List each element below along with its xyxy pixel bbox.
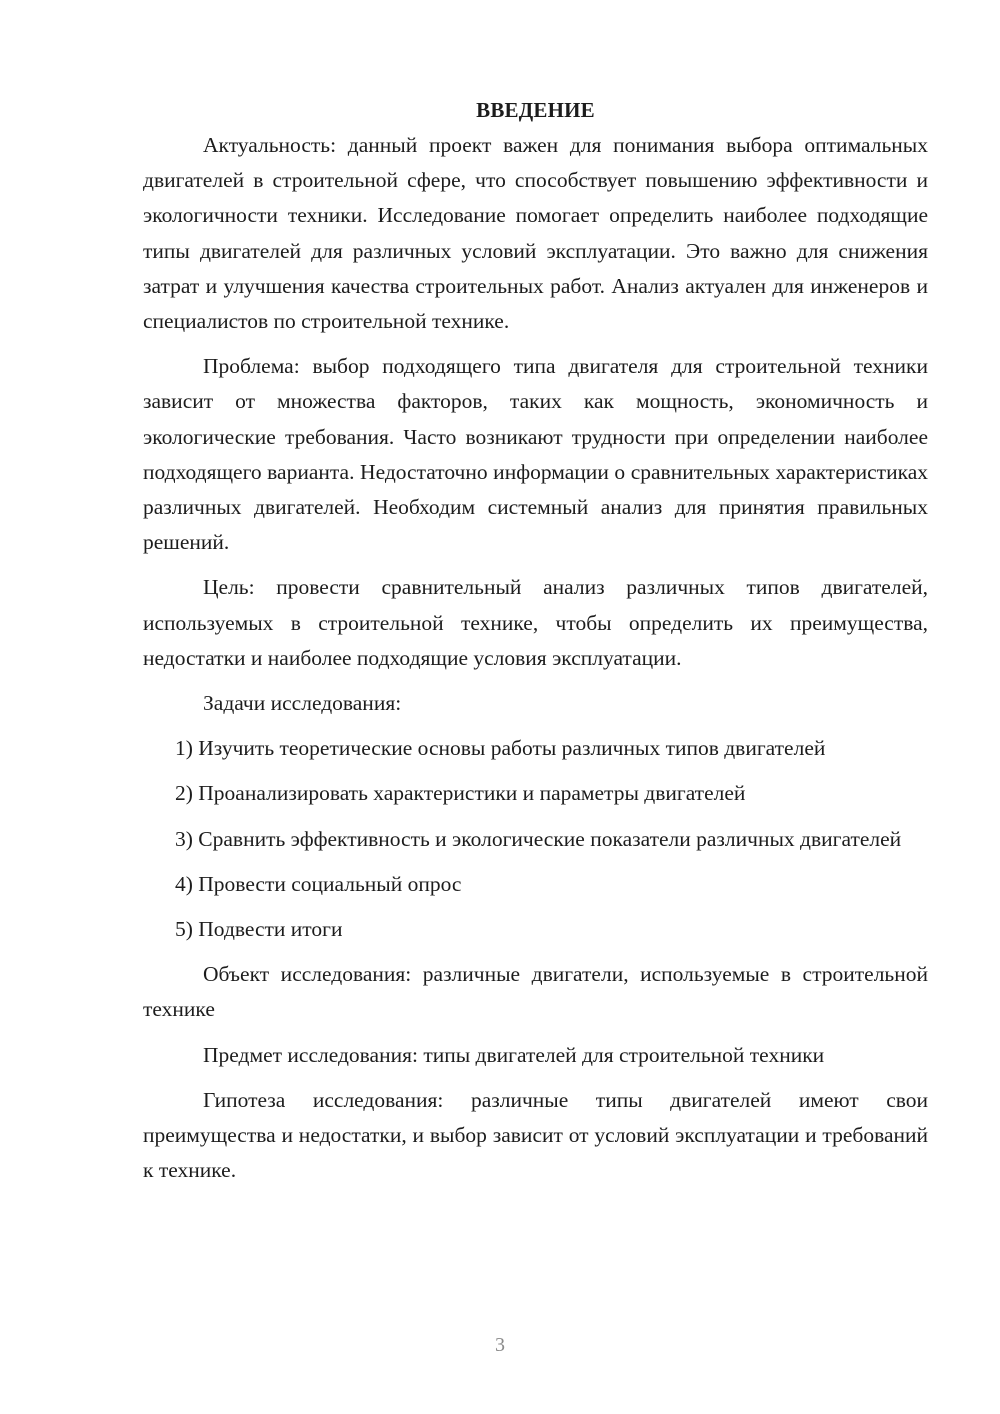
task-item-4: 4) Провести социальный опрос xyxy=(175,871,462,896)
document-page xyxy=(143,93,928,1198)
paragraph-subject: Предмет исследования: типы двигателей для строительной техники xyxy=(203,1042,825,1067)
page-title: ВВЕДЕНИЕ xyxy=(476,98,595,122)
task-item-1: 1) Изучить теоретические основы работы различных типов двигателей xyxy=(175,736,826,761)
paragraph-relevance: Актуальность: данный проект важен для понимания выбора оптимальных двигателей в строительной сфере, что способствует повышению эффективности и экологичности техники. Исследование помогает определить наиболее подходящие типы двигателей для различных условий эксплуатации. Это важно для снижения затрат и улучшения качества строительных работ. Анализ актуален для инженеров и специалистов по строительной технике. xyxy=(143,133,928,334)
task-item-3: 3) Сравнить эффективность и экологические показатели различных двигателей xyxy=(175,826,902,851)
task-item-5: 5) Подвести итоги xyxy=(175,917,343,942)
task-item-2: 2) Проанализировать характеристики и параметры двигателей xyxy=(175,781,746,806)
paragraph-hypothesis: Гипотеза исследования: различные типы двигателей имеют свои преимущества и недостатки, и выбор зависит от условий эксплуатации и требований к технике. xyxy=(143,1087,928,1183)
tasks-heading: Задачи исследования: xyxy=(203,691,402,716)
tasks-list xyxy=(143,731,928,947)
page-number: 3 xyxy=(495,1334,505,1356)
paragraph-goal: Цель: провести сравнительный анализ различных типов двигателей, используемых в строительной технике, чтобы определить их преимущества, недостатки и наиболее подходящие условия эксплуатации. xyxy=(143,575,928,670)
paragraph-problem: Проблема: выбор подходящего типа двигателя для строительной техники зависит от множества факторов, таких как мощность, экономичность и экологические требования. Часто возникают трудности при определении наиболее подходящего варианта. Недостаточно информации о сравнительных характеристиках различных двигателей. Необходим системный анализ для принятия правильных решений. xyxy=(143,354,928,555)
paragraph-object: Объект исследования: различные двигатели, используемые в строительной технике xyxy=(143,962,928,1022)
